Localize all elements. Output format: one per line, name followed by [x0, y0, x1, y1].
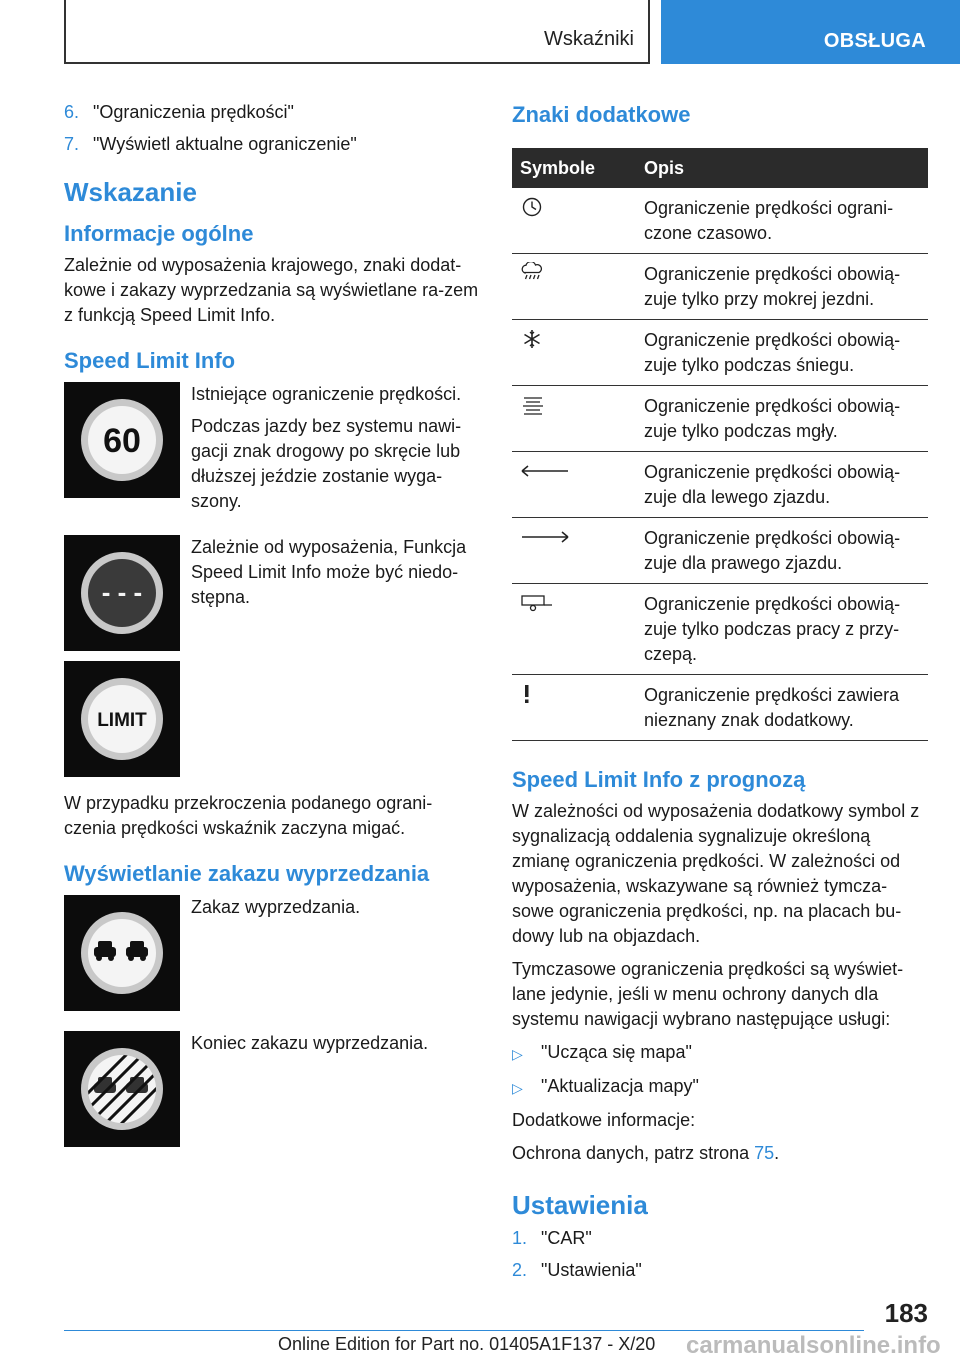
heading-overtake: Wyświetlanie zakazu wyprzedzania: [64, 861, 430, 886]
step-item: [512, 1258, 928, 1283]
trailer-icon: [520, 598, 554, 618]
overtake-description: Zakaz wyprzedzania.: [191, 897, 361, 917]
table-header-description: Opis: [634, 148, 928, 188]
step-text: "Ustawienia": [541, 1260, 642, 1280]
table-row: [512, 386, 928, 452]
step-text: "Wyświetl aktualne ograniczenie": [93, 134, 357, 154]
sign-dash-description: Zależnie od wyposażenia, Funkcja Speed Limit Info może być niedo-stępna.: [191, 537, 467, 607]
table-row: [512, 675, 928, 741]
paragraph-exceed-warning: W przypadku przekroczenia podanego ograni-czenia prędkości wskaźnik zaczyna migać.: [64, 793, 433, 838]
list-item: [512, 1074, 928, 1101]
step-number: 1.: [512, 1228, 528, 1248]
heading-wskazanie: Wskazanie: [64, 177, 197, 207]
sign-dash-block: [64, 535, 480, 651]
step-item: [64, 132, 480, 157]
sign-limit-text: LIMIT: [97, 710, 147, 731]
table-row: [512, 452, 928, 518]
watermark-text: carmanualsonline.info: [686, 1332, 941, 1359]
overtake-end-description: Koniec zakazu wyprzedzania.: [191, 1033, 429, 1053]
privacy-end: .: [774, 1143, 780, 1163]
speed-sign-60-image: [64, 382, 180, 498]
paragraph-informacje: Zależnie od wyposażenia krajowego, znaki dodat-kowe i zakazy wyprzedzania są wyświetlane ra-zem z funkcją Speed Limit Info.: [64, 255, 479, 325]
table-cell-description: Ograniczenie prędkości obowią-zuje tylko podczas pracy z przy-czepą.: [634, 584, 928, 675]
header-frame: [64, 0, 650, 64]
snowflake-icon: [520, 334, 544, 354]
privacy-text: Ochrona danych, patrz strona: [512, 1143, 755, 1163]
sign-dash-text: - - -: [101, 577, 143, 607]
bullet-triangle-icon: ▷: [512, 1046, 523, 1062]
table-row: [512, 254, 928, 320]
table-cell-description: Ograniczenie prędkości obowią-zuje tylko podczas śniegu.: [634, 320, 928, 386]
arrow-right-icon: [520, 532, 570, 552]
table-cell-description: Ograniczenie prędkości obowią-zuje tylko przy mokrej jezdni.: [634, 254, 928, 320]
heading-prognoza: Speed Limit Info z prognozą: [512, 767, 806, 792]
table-header-symbol: Symbole: [512, 148, 634, 188]
heading-znaki-dodatkowe: Znaki dodatkowe: [512, 102, 691, 127]
bullet-triangle-icon: ▷: [512, 1080, 523, 1096]
table-row: [512, 188, 928, 254]
speed-sign-unavailable-image: [64, 535, 180, 651]
table-cell-description: Ograniczenie prędkości ograni-czone czasowo.: [634, 188, 928, 254]
bullet-text: "Aktualizacja mapy": [541, 1076, 699, 1096]
label-extra-info: Dodatkowe informacje:: [512, 1110, 696, 1130]
heading-speed-limit-info: Speed Limit Info: [64, 348, 236, 373]
table-cell-description: Ograniczenie prędkości zawiera nieznany znak dodatkowy.: [634, 675, 928, 741]
clock-icon: [520, 202, 544, 222]
table-header-row: [512, 148, 928, 188]
fog-icon: [520, 400, 546, 420]
overtake-block: [64, 895, 480, 1011]
rain-cloud-icon: [520, 268, 544, 288]
step-text: "CAR": [541, 1228, 592, 1248]
sign-60-block: [64, 382, 480, 521]
header-section-title: Wskaźniki: [543, 28, 634, 50]
overtake-end-block: [64, 1031, 480, 1147]
header-chapter-tab[interactable]: OBSŁUGA: [661, 0, 960, 64]
table-cell-description: Ograniczenie prędkości obowią-zuje dla lewego zjazdu.: [634, 452, 928, 518]
table-cell-description: Ograniczenie prędkości obowią-zuje dla prawego zjazdu.: [634, 518, 928, 584]
sign-60-text: 60: [103, 422, 141, 460]
privacy-page-link[interactable]: 75: [754, 1143, 775, 1163]
left-column: [64, 100, 480, 1157]
step-number: 6.: [64, 102, 80, 122]
sign-60-note: Podczas jazdy bez systemu nawi-gacji znak drogowy po skręcie lub dłuższej jeździe zostanie wyga-szony.: [191, 416, 462, 511]
step-number: 2.: [512, 1260, 528, 1280]
exclamation-icon: [520, 689, 534, 709]
symbols-table: [512, 148, 928, 741]
step-text: "Ograniczenia prędkości": [93, 102, 294, 122]
paragraph-privacy: [512, 1141, 928, 1166]
table-cell-description: Ograniczenie prędkości obowią-zuje tylko podczas mgły.: [634, 386, 928, 452]
end-no-overtaking-sign-image: [64, 1031, 180, 1147]
page-number: 183: [884, 1298, 928, 1328]
arrow-left-icon: [520, 466, 570, 486]
paragraph-prognoza-1: W zależności od wyposażenia dodatkowy symbol z sygnalizacją oddalenia sygnalizuje określoną zmianę ograniczenia prędkości. W zależności od wyposażenia, wskazywane są również tymcza-sowe ograniczenia prędkości, np. na placach bu-dowy lub na objazdach.: [512, 801, 920, 946]
table-row: [512, 584, 928, 675]
speed-sign-limit-image: [64, 661, 180, 777]
sign-60-description: Istniejące ograniczenie prędkości.: [191, 384, 462, 404]
step-item: [64, 100, 480, 125]
footer-edition: Online Edition for Part no. 01405A1F137 - X/20: [278, 1334, 656, 1354]
heading-ustawienia: Ustawienia: [512, 1190, 648, 1220]
no-overtaking-sign-image: [64, 895, 180, 1011]
table-row: [512, 518, 928, 584]
step-number: 7.: [64, 134, 80, 154]
heading-informacje-ogolne: Informacje ogólne: [64, 221, 254, 246]
step-item: [512, 1226, 928, 1251]
table-row: [512, 320, 928, 386]
list-item: [512, 1040, 928, 1067]
paragraph-prognoza-2: Tymczasowe ograniczenia prędkości są wyświet-lane jedynie, jeśli w menu ochrony danych dla systemu nawigacji wybrano następujące usługi:: [512, 959, 904, 1029]
bullet-text: "Ucząca się mapa": [541, 1042, 692, 1062]
footer-divider: [64, 1330, 864, 1331]
right-column: [512, 100, 928, 1290]
